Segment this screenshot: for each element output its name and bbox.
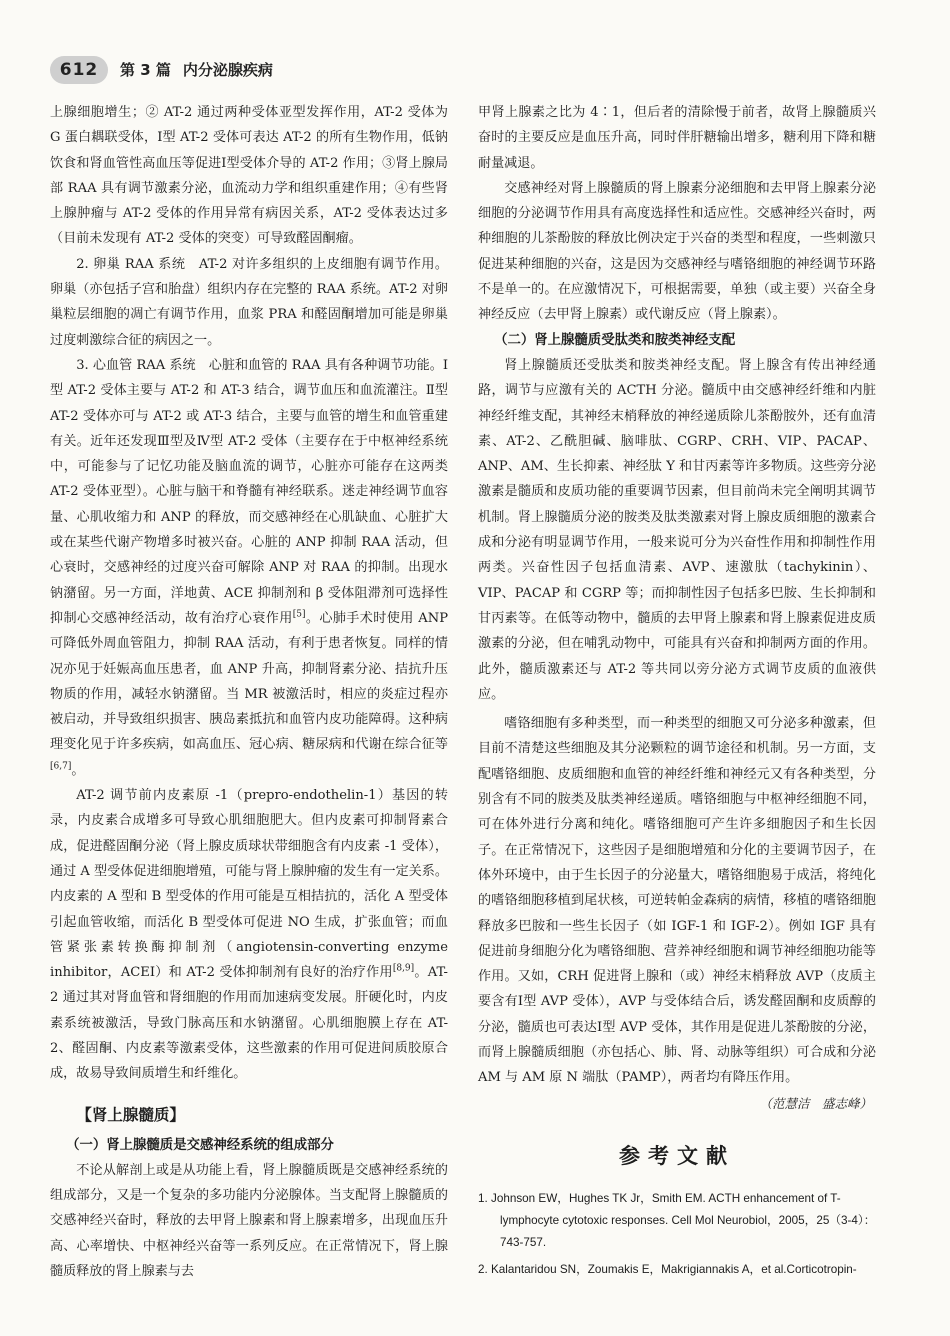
paragraph-text: AT-2 调节前内皮素原 -1（prepro-endothelin-1）基因的转录，内皮素合成增多可导致心肌细胞肥大。但内皮素可抑制肾素合成，促进醛固酮分泌（肾上腺皮质球状带细胞含有内皮素 -1 受体），通过 A 型受体促进细胞增殖，可能与肾上腺肿瘤的发生有一定关系。内皮素的 A 型和 B 型受体的作用可能是互相拮抗的，活化 A 型受体引起血管收缩，而活化 B 型受体可促进 NO 生成，扩张血管；而血管紧张素转换酶抑制剂（angiotensin-converting enzyme inhibitor，ACEI）和 AT-2 受体抑制剂有良好的治疗作用: [50, 788, 448, 981]
paragraph: [50, 783, 448, 1087]
paragraph: [50, 353, 448, 783]
citation[interactable]: [8,9]: [392, 963, 415, 974]
citation[interactable]: [6,7]: [50, 761, 72, 772]
page-header: [50, 56, 910, 86]
right-column: [478, 100, 876, 1286]
paragraph-text: 。心肺手术时使用 ANP 可降低外周血管阻力，抑制 RAA 活动，有利于患者恢复。同样的情况亦见于妊娠高血压患者，血 ANP 升高，抑制肾素分泌、拮抗升压物质的作用，减轻水钠潴留。当 MR 被激活时，相应的炎症过程亦被启动，并导致组织损害、胰岛素抵抗和血管内皮功能障碍。这种病理变化见于许多疾病，如高血压、冠心病、糖尿病和代谢在综合征等: [50, 610, 449, 753]
page-number-badge: 612: [50, 56, 108, 84]
left-column: [50, 100, 448, 1284]
paragraph: 甲肾上腺素之比为 4∶1，但后者的清除慢于前者，故肾上腺髓质兴奋时的主要反应是血压升高，同时伴肝糖输出增多，糖利用下降和糖耐量减退。: [478, 105, 876, 171]
reference-item: 2. Kalantaridou SN，Zoumakis E，Makrigiannakis A，et al.Corticotropin-: [478, 1262, 857, 1276]
paragraph-text: 。: [71, 762, 85, 778]
reference-item: 1. Johnson EW，Hughes TK Jr，Smith EM. ACTH enhancement of T-lymphocyte cytotoxic responses. Cell Mol Neurobiol，2005，25（3-4）：743-757.: [478, 1191, 876, 1249]
paragraph: 肾上腺髓质还受肽类和胺类神经支配。肾上腺含有传出神经通路，调节与应激有关的 ACTH 分泌。髓质中由交感神经纤维和内脏神经纤维支配，其神经末梢释放的神经递质除儿茶酚胺外，还有血清素、AT-2、乙酰胆碱、脑啡肽、CGRP、CRH、VIP、PACAP、ANP、AM、生长抑素、神经肽 Y 和甘丙素等许多物质。这些旁分泌激素是髓质和皮质功能的重要调节因素，但目前尚未完全阐明其调节机制。肾上腺髓质分泌的胺类及肽类激素对肾上腺皮质细胞的激素合成和分泌有明显调节作用，一般来说可分为兴奋性作用和抑制性作用两类。兴奋性因子包括血清素、AVP、速激肽（tachykinin）、VIP、PACAP 和 CGRP 等；而抑制性因子包括多巴胺、生长抑制和甘丙素等。在低等动物中，髓质的去甲肾上腺素和肾上腺素促进皮质激素的分泌，但在哺乳动物中，可能具有兴奋和抑制两方面的作用。此外，髓质激素还与 AT-2 等共同以旁分泌方式调节皮质的血液供应。: [478, 357, 876, 702]
subsection-heading: （一）肾上腺髓质是交感神经系统的组成部分: [66, 1137, 334, 1153]
paragraph: 上腺细胞增生；② AT-2 通过两种受体亚型发挥作用，AT-2 受体为 G 蛋白耦联受体，Ⅰ型 AT-2 受体可表达 AT-2 的所有生物作用，低钠饮食和肾血管性高血压等促进Ⅰ型受体介导的 AT-2 作用；③肾上腺局部 RAA 具有调节激素分泌，血流动力学和组织重建作用；④有些肾上腺肿瘤与 AT-2 受体的作用异常有病因关系，AT-2 受体表达过多（目前未发现有 AT-2 受体的突变）可导致醛固酮瘤。: [50, 105, 448, 247]
subsection-heading: （二）肾上腺髓质受肽类和胺类神经支配: [494, 332, 736, 348]
paragraph: 交感神经对肾上腺髓质的肾上腺素分泌细胞和去甲肾上腺素分泌细胞的分泌调节作用具有高度选择性和适应性。交感神经兴奋时，两种细胞的儿茶酚胺的释放比例决定于兴奋的类型和程度，一些刺激只促进某种细胞的兴奋，这是因为交感神经与嗜铬细胞的神经调节环路不是单一的。在应激情况下，可根据需要，单独（或主要）兴奋全身神经反应（去甲肾上腺素）或代谢反应（肾上腺素）。: [478, 180, 876, 323]
paragraph: 不论从解剖上或是从功能上看，肾上腺髓质既是交感神经系统的组成部分，又是一个复杂的多功能内分泌腺体。当支配肾上腺髓质的交感神经兴奋时，释放的去甲肾上腺素和肾上腺素增多，出现血压升高、心率增快、中枢神经兴奋等一系列反应。在正常情况下，肾上腺髓质释放的肾上腺素与去: [50, 1162, 448, 1280]
running-head: [120, 59, 273, 80]
citation[interactable]: [5]: [292, 609, 306, 620]
references-heading: 参考文献: [619, 1143, 735, 1168]
paragraph-text: 。AT-2 通过其对肾血管和肾细胞的作用而加速病变发展。肝硬化时，内皮素系统被激活，导致门脉高压和水钠潴留。心肌细胞膜上存在 AT-2、醛固酮、内皮素等激素受体，这些激素的作用可促进间质胶原合成，故易导致间质增生和纤维化。: [50, 965, 448, 1082]
paragraph: 嗜铬细胞有多种类型，而一种类型的细胞又可分泌多种激素，但目前不清楚这些细胞及其分泌颗粒的调节途径和机制。另一方面，支配嗜铬细胞、皮质细胞和血管的神经纤维和神经元又有各种类型，分别含有不同的胺类及肽类神经递质。嗜铬细胞与中枢神经细胞不同，可在体外进行分离和纯化。嗜铬细胞可产生许多细胞因子和生长因子。在正常情况下，这些因子是细胞增殖和分化的主要调节因子，在体外环境中，由于生长因子的分泌量大，嗜铬细胞易于成活，将纯化的嗜铬细胞移植到尾状核，可逆转帕金森病的病情，移植的嗜铬细胞释放多巴胺和一些生长因子（如 IGF-1 和 IGF-2）。例如 IGF 具有促进前身细胞分化为嗜铬细胞、营养神经细胞和调节神经细胞功能等作用。又如，CRH 促进肾上腺和（或）神经末梢释放 AVP（皮质主要含有Ⅰ型 AVP 受体），AVP 与受体结合后，诱发醛固酮和皮质醇的分泌，髓质也可表达Ⅰ型 AVP 受体，其作用是促进儿茶酚胺的分泌，而肾上腺髓质细胞（亦包括心、肺、肾、动脉等组织）可合成和分泌 AM 与 AM 原 N 端肽（PAMP），两者均有降压作用。: [478, 716, 876, 1086]
paragraph: 2. 卵巢 RAA 系统 AT-2 对许多组织的上皮细胞有调节作用。卵巢（亦包括子宫和胎盘）组织内存在完整的 RAA 系统。AT-2 对卵巢粒层细胞的凋亡有调节作用，血浆 PRA 和醛固酮增加可能是卵巢过度刺激综合征的病因之一。: [50, 256, 448, 348]
section-heading: 【肾上腺髓质】: [76, 1105, 185, 1124]
part-number: 第 3 篇: [120, 61, 171, 79]
author-signature: （范慧洁 盛志峰）: [759, 1095, 872, 1111]
paragraph-text: 3. 心血管 RAA 系统 心脏和血管的 RAA 具有各种调节功能。Ⅰ型 AT-2 受体主要与 AT-2 和 AT-3 结合，调节血压和血流灌注。Ⅱ型 AT-2 受体亦可与 AT-2 或 AT-3 结合，主要与血管的增生和血管重建有关。近年还发现Ⅲ型及Ⅳ型 AT-2 受体（主要存在于中枢神经系统中，可能参与了记忆功能及脑血流的调节，心脏亦可能存在这两类 AT-2 受体亚型）。心脏与脑干和脊髓有神经联系。迷走神经调节血容量、心肌收缩力和 ANP 的释放，而交感神经在心肌缺血、心脏扩大或在某些代谢产物增多时被兴奋。心脏的 ANP 抑制 RAA 活动，但心衰时，交感神经的过度兴奋可解除 ANP 对 RAA 的抑制。出现水钠潴留。另一方面，洋地黄、ACE 抑制剂和 β 受体阻滞剂可选择性抑制心交感神经活动，故有治疗心衰作用: [50, 357, 448, 626]
part-title: 内分泌腺疾病: [182, 61, 273, 79]
